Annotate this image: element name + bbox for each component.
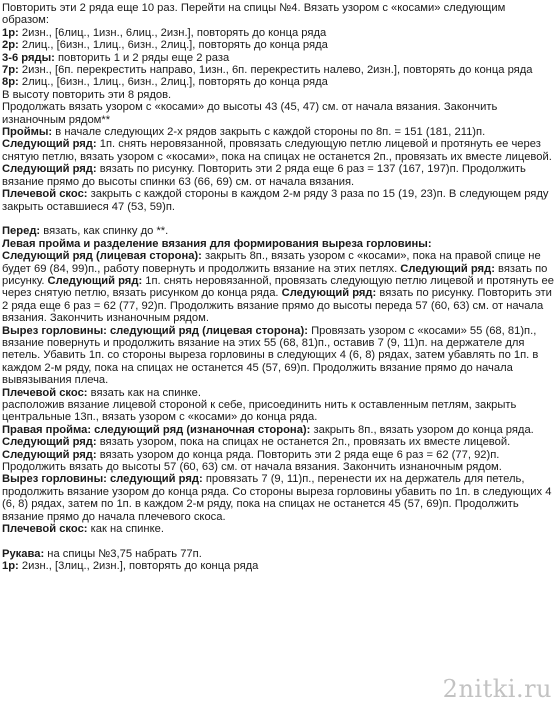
bold-label: Следующий ряд:	[2, 163, 97, 176]
text-run: 1п. снять неровязанной, провязать следующую петлю лицевой и протянуть ее через снятую петлю, вязать узором с «косами», пока на спицах не останется 2п., провязать их вместе лицевой.	[2, 138, 552, 163]
text-run: в начале следующих 2-х рядов закрыть с каждой стороны по 8п. = 151 (181, 211)п.	[52, 126, 486, 139]
bold-label: 7р:	[2, 64, 19, 77]
bold-label: Плечевой скос:	[2, 386, 88, 399]
paragraph	[2, 89, 554, 101]
bold-label: Следующий ряд:	[2, 448, 97, 461]
text-run: вязать, как спинку до **.	[40, 225, 169, 238]
text-run: как на спинке.	[87, 523, 164, 536]
text-run: 2лиц., [6изн., 1лиц., 6изн., 2лиц.], повторять до конца ряда	[18, 39, 328, 52]
bold-label: Правая пройма: следующий ряд (изнаночная сторона):	[2, 423, 311, 436]
paragraph	[2, 101, 554, 126]
bold-label: Перед:	[2, 225, 41, 238]
text-run: В высоту повторить эти 8 рядов.	[2, 88, 172, 101]
blank-line	[2, 213, 554, 225]
paragraph	[2, 560, 554, 572]
text-run: закрыть с каждой стороны в каждом 2-м ряду 3 раза по 15 (19, 23)п. В следующем ряду закрыть оставшиеся 47 (53, 59)п.	[2, 188, 549, 213]
watermark: 2nitki.ru	[442, 674, 552, 703]
bold-label: 8р:	[2, 76, 19, 89]
text-run: расположив вязание лицевой стороной к себе, присоединить нить к оставленным петлям, закрыть центральные 13п., вязать узором с «косами» до конца ряда.	[2, 398, 517, 424]
bold-label: Плечевой скос:	[2, 523, 88, 536]
text-run: вязать по рисунку.	[2, 262, 548, 287]
paragraph	[2, 2, 554, 27]
paragraph	[2, 424, 554, 474]
text-run: 2изн., [3лиц., 2изн.], повторять до конца ряда	[18, 560, 259, 573]
bold-label: Следующий ряд:	[2, 436, 97, 449]
text-run: на спицы №3,75 набрать 77п.	[44, 547, 202, 560]
paragraph	[2, 225, 554, 237]
text-run: 2изн., [6лиц., 1изн., 6лиц., 2изн.], повторять до конца ряда	[18, 26, 327, 39]
text-run: закрыть 8п., вязать узором с «косами», пока на правой спице не будет 69 (84, 99)п., работу повернуть и продолжить вязание на этих петлях.	[2, 250, 541, 275]
bold-label: Следующий ряд (лицевая сторона):	[2, 250, 202, 263]
paragraph	[2, 64, 554, 76]
paragraph	[2, 52, 554, 64]
paragraph	[2, 548, 554, 560]
bold-label: 1р:	[2, 26, 19, 39]
text-run: вязать узором до конца ряда. Повторить эти 2 ряда еще 6 раз = 62 (77, 92)п. Продолжить вязать до высоты 57 (60, 63) см. от начала вязания. Закончить изнаночным рядом.	[2, 448, 502, 474]
bold-label: Плечевой скос:	[2, 188, 88, 201]
bold-label: Вырез горловины: следующий ряд:	[2, 473, 203, 486]
paragraph	[2, 27, 554, 39]
bold-label: 1р:	[2, 560, 19, 573]
document-body	[2, 2, 554, 573]
text-run: вязать по рисунку. Повторить эти 2 ряда еще 6 раз = 62 (77, 92)п. Продолжить вязание прямо до высоты переда 57 (60, 63) см. от начала вязания. Закончить изнаночным рядом.	[2, 287, 552, 325]
bold-label: Следующий ряд:	[47, 274, 143, 287]
text-run: вязать по рисунку. Повторить эти 2 ряда еще 6 раз = 137 (167, 197)п. Продолжить вязание прямо до высоты спинки 63 (66, 69) см. от начала вязания.	[2, 163, 526, 188]
text-run: закрыть 8п., вязать узором до конца ряда.	[310, 423, 534, 436]
text-run: 2изн., [6п. перекрестить направо, 1изн., 6п. перекрестить налево, 2изн.], повторять до конца ряда	[18, 64, 533, 77]
paragraph	[2, 188, 554, 213]
blank-line	[2, 535, 554, 547]
paragraph	[2, 238, 554, 250]
text-run: провязать 7 (9, 11)п., перенести их на держатель для петель, продолжить вязание узором до конца ряда. Со стороны выреза горловины убавить по 1п. в следующих 4 (6, 8) рядах, затем по 1п. в каждом 2-м ряду, пока на спицах не останется 45 (57, 69)п. Продолжить вязание прямо до начала плечевого скоса.	[2, 473, 552, 523]
paragraph	[2, 387, 554, 399]
paragraph	[2, 76, 554, 88]
text-run: 1п. снять неровязанной, провязать следующую петлю лицевой и протянуть ее через снятую петлю, вязать рисунком до конца ряда.	[2, 274, 554, 300]
bold-label: Следующий ряд:	[400, 262, 495, 275]
bold-label: Проймы:	[2, 126, 53, 139]
bold-label: 2р:	[2, 39, 19, 52]
text-run: Провязать узором с «косами» 55 (68, 81)п., вязание повернуть и продолжить вязание на этих 55 (68, 81)п., оставив 7 (9, 11)п. на держателе для петель. Убавить 1п. со стороны выреза горловины в следующих 4 (6, 8) рядах, затем убавлять по 1п. в каждом 2-м ряду, пока на спицах не останется 45 (57, 69)п. Продолжить вязание прямо до начала вывязывания плеча.	[2, 324, 539, 387]
text-run: повторить 1 и 2 ряды еще 2 раза	[54, 51, 230, 64]
paragraph	[2, 473, 554, 523]
text-run: Повторить эти 2 ряда еще 10 раз. Перейти на спицы №4. Вязать узором с «косами» следующим образом:	[2, 2, 506, 27]
bold-label: Вырез горловины: следующий ряд (лицевая сторона):	[2, 324, 308, 337]
text-run: вязать как на спинке.	[87, 386, 201, 399]
paragraph	[2, 399, 554, 424]
bold-label: 3-6 ряды:	[2, 51, 55, 64]
paragraph	[2, 250, 554, 324]
paragraph	[2, 523, 554, 535]
bold-label: Следующий ряд:	[281, 287, 377, 300]
text-run: 2лиц., [6изн., 1лиц., 6изн., 2лиц.], повторять до конца ряда	[18, 76, 328, 89]
bold-label: Следующий ряд:	[2, 138, 97, 151]
text-run: Продолжать вязать узором с «косами» до высоты 43 (45, 47) см. от начала вязания. Закончить изнаночным рядом**	[2, 101, 498, 126]
paragraph	[2, 325, 554, 387]
paragraph	[2, 39, 554, 51]
paragraph	[2, 126, 554, 188]
bold-label: Левая пройма и разделение вязания для формирования выреза горловины:	[2, 237, 432, 250]
bold-label: Рукава:	[2, 547, 45, 560]
text-run: вязать узором, пока на спицах не останется 2п., провязать их вместе лицевой.	[96, 436, 511, 449]
